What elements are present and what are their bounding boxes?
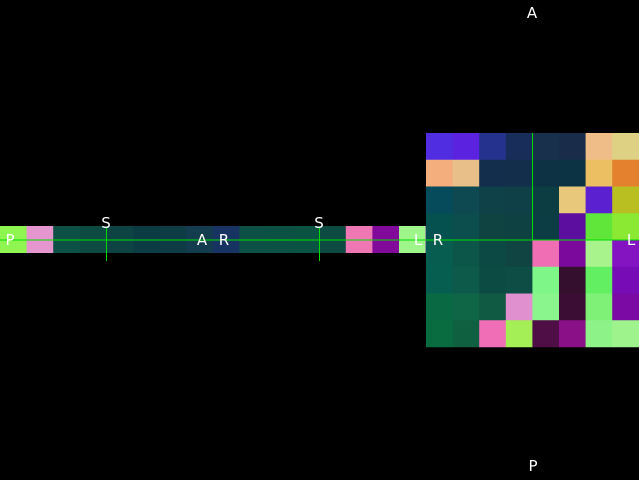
- axial-voxel: [532, 133, 559, 160]
- axial-voxel: [586, 240, 613, 267]
- axial-voxel: [479, 240, 506, 267]
- axial-voxel: [506, 213, 533, 240]
- axial-voxel: [506, 240, 533, 267]
- axial-voxel: [479, 160, 506, 187]
- axial-voxel: [426, 320, 453, 347]
- axial-voxel: [453, 160, 480, 187]
- axial-voxel: [453, 133, 480, 160]
- axial-voxel: [586, 267, 613, 294]
- axial-voxel: [453, 294, 480, 321]
- coronal-left-label: R: [218, 231, 230, 249]
- axial-voxel: [586, 187, 613, 214]
- axial-voxel: [612, 267, 639, 294]
- axial-voxel: [559, 187, 586, 214]
- axial-voxel: [506, 187, 533, 214]
- axial-bottom-label: P: [528, 457, 538, 475]
- axial-voxel: [532, 213, 559, 240]
- axial-voxel: [453, 267, 480, 294]
- axial-voxel: [559, 320, 586, 347]
- axial-voxel: [559, 267, 586, 294]
- axial-voxel: [559, 213, 586, 240]
- axial-voxel: [506, 133, 533, 160]
- axial-voxel: [453, 213, 480, 240]
- sagittal-left-label: P: [5, 231, 15, 249]
- axial-voxel: [532, 267, 559, 294]
- axial-voxel: [506, 160, 533, 187]
- coronal-marker-label: S: [314, 214, 324, 232]
- axial-voxel: [559, 294, 586, 321]
- axial-voxel: [453, 320, 480, 347]
- axial-voxel: [532, 160, 559, 187]
- axial-voxel: [426, 267, 453, 294]
- axial-left-label: R: [432, 231, 444, 249]
- axial-right-label: L: [626, 231, 636, 249]
- axial-top-label: A: [526, 4, 538, 22]
- axial-voxel: [586, 213, 613, 240]
- axial-voxel: [612, 160, 639, 187]
- axial-voxel: [532, 187, 559, 214]
- axial-voxel: [559, 133, 586, 160]
- axial-voxel: [479, 320, 506, 347]
- axial-voxel: [453, 187, 480, 214]
- axial-voxel: [586, 320, 613, 347]
- axial-voxel: [612, 187, 639, 214]
- axial-voxel: [532, 294, 559, 321]
- axial-voxel: [506, 267, 533, 294]
- axial-voxel: [426, 133, 453, 160]
- axial-voxel: [612, 294, 639, 321]
- axial-voxel: [506, 294, 533, 321]
- axial-voxel: [612, 133, 639, 160]
- axial-voxel: [559, 160, 586, 187]
- axial-voxel: [479, 213, 506, 240]
- axial-voxel: [612, 320, 639, 347]
- axial-voxel: [479, 267, 506, 294]
- coronal-right-label: L: [413, 231, 423, 249]
- axial-voxel: [426, 160, 453, 187]
- axial-voxel: [479, 294, 506, 321]
- axial-voxel: [506, 320, 533, 347]
- axial-voxel: [586, 160, 613, 187]
- sagittal-right-label: A: [196, 231, 208, 249]
- sagittal-marker-label: S: [101, 214, 111, 232]
- axial-voxel: [586, 133, 613, 160]
- axial-voxel: [559, 240, 586, 267]
- axial-voxel: [453, 240, 480, 267]
- axial-voxel: [532, 240, 559, 267]
- axial-voxel: [479, 187, 506, 214]
- axial-voxel: [426, 294, 453, 321]
- axial-voxel: [426, 187, 453, 214]
- axial-voxel: [586, 294, 613, 321]
- axial-voxel: [479, 133, 506, 160]
- axial-voxel: [532, 320, 559, 347]
